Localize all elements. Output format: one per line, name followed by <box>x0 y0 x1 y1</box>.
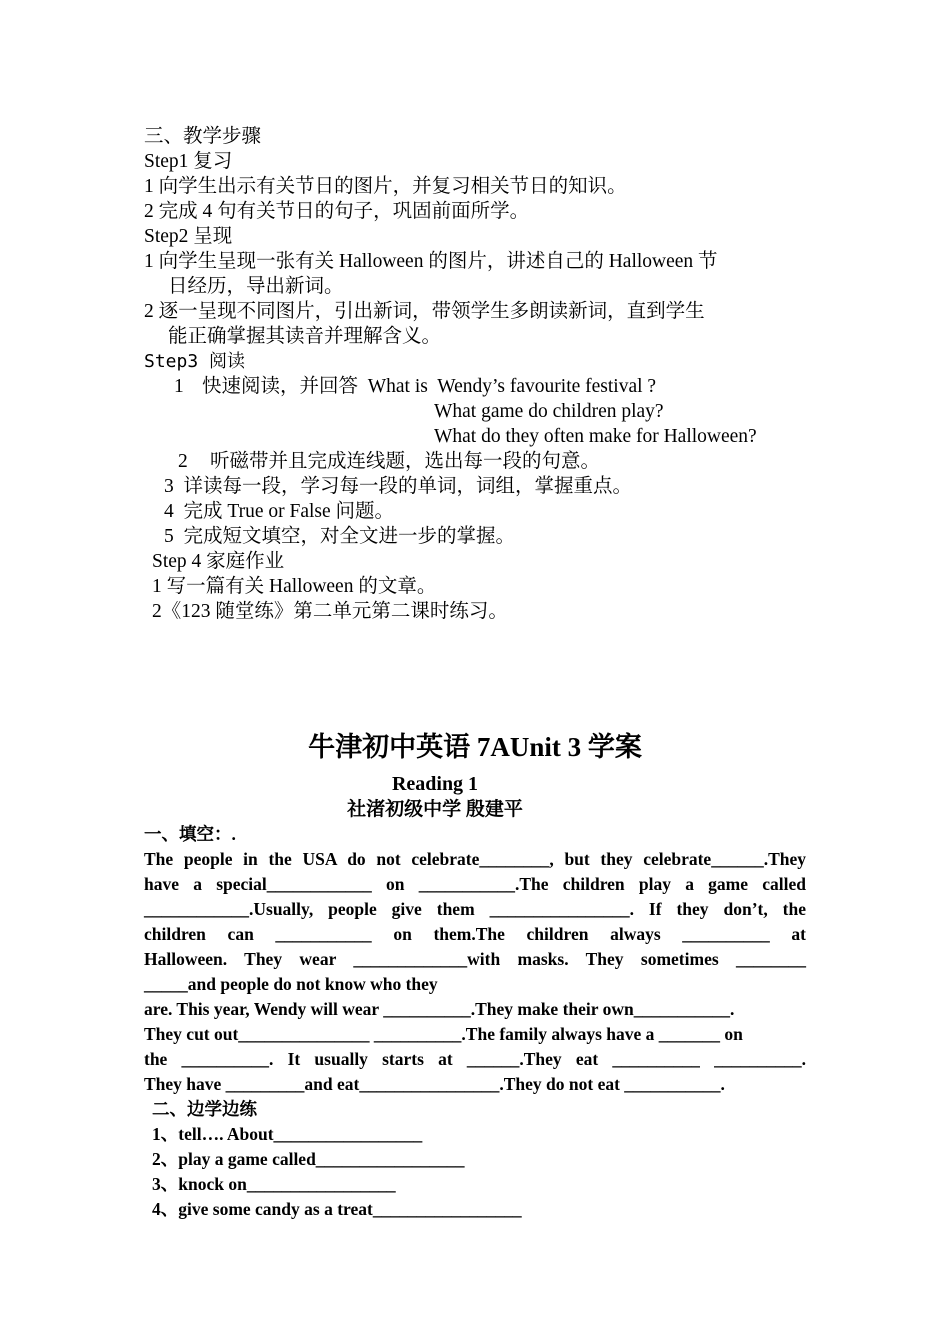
practice-item-3: 3、knock on_________________ <box>152 1174 396 1194</box>
step4-item-1: 1 写一篇有关 Halloween 的文章。 <box>152 576 437 597</box>
step3-q1-sub-1: What game do children play? <box>434 401 664 422</box>
worksheet-subtitle: Reading 1 <box>391 773 479 795</box>
step2-item-2-line-2: 能正确掌握其读音并理解含义。 <box>168 326 442 347</box>
passage-line-9: the __________. It usually starts at ______.They eat __________ __________. <box>144 1049 806 1069</box>
practice-item-1: 1、tell…. About_________________ <box>152 1124 423 1144</box>
passage-line-2: have a special____________ on ___________.The children play a game called <box>144 874 806 894</box>
passage-line-5: Halloween. They wear _____________with masks. They sometimes ________ <box>144 949 806 969</box>
step1-item-2: 2 完成 4 句有关节日的句子，巩固前面所学。 <box>144 201 530 222</box>
part2-heading: 二、边学边练 <box>152 1099 257 1119</box>
passage-line-6: _____and people do not know who they <box>144 974 438 994</box>
step4-title: Step 4 家庭作业 <box>152 551 285 572</box>
step4-item-2: 2《123 随堂练》第二单元第二课时练习。 <box>152 601 508 622</box>
step3-item-5: 5 完成短文填空，对全文进一步的掌握。 <box>164 526 516 547</box>
step1-title: Step1 复习 <box>144 151 233 172</box>
part1-heading: 一、填空：. <box>144 824 236 844</box>
step3-q2-number: 2 <box>178 451 188 472</box>
passage-line-3: ____________.Usually, people give them ________________. If they don’t, the <box>144 899 806 919</box>
step2-item-1-line-1: 1 向学生呈现一张有关 Halloween 的图片，讲述自己的 Halloween 节 <box>144 251 718 272</box>
step3-item-3: 3 详读每一段，学习每一段的单词，词组，掌握重点。 <box>164 476 633 497</box>
step3-q2-text: 听磁带并且完成连线题，选出每一段的句意。 <box>210 451 601 472</box>
passage-line-7: are. This year, Wendy will wear __________.They make their own___________. <box>144 999 735 1019</box>
passage-line-4: children can ___________ on them.The children always __________ at <box>144 924 806 944</box>
step3-title: Step3 阅读 <box>144 351 246 372</box>
worksheet-author: 社渚初级中学 殷建平 <box>347 799 523 820</box>
step3-q1-text: 快速阅读，并回答 What is Wendy’s favourite festival ? <box>202 376 657 397</box>
step3-q1-number: 1 <box>174 376 184 397</box>
passage-line-8: They cut out_______________ __________.The family always have a _______ on <box>144 1024 743 1044</box>
step2-item-1-line-2: 日经历，导出新词。 <box>168 276 344 297</box>
passage-line-10: They have _________and eat________________.They do not eat ___________. <box>144 1074 725 1094</box>
section-heading: 三、教学步骤 <box>144 126 262 147</box>
step2-title: Step2 呈现 <box>144 226 233 247</box>
practice-item-2: 2、play a game called_________________ <box>152 1149 465 1169</box>
step3-q1-sub-2: What do they often make for Halloween? <box>434 426 757 447</box>
passage-line-1: The people in the USA do not celebrate________, but they celebrate______.They <box>144 849 806 869</box>
practice-item-4: 4、give some candy as a treat_________________ <box>152 1199 522 1219</box>
step1-item-1: 1 向学生出示有关节日的图片，并复习相关节日的知识。 <box>144 176 627 197</box>
step2-item-2-line-1: 2 逐一呈现不同图片，引出新词，带领学生多朗读新词，直到学生 <box>144 301 705 322</box>
step3-item-4: 4 完成 True or False 问题。 <box>164 501 395 522</box>
worksheet-title: 牛津初中英语 7AUnit 3 学案 <box>308 732 642 762</box>
